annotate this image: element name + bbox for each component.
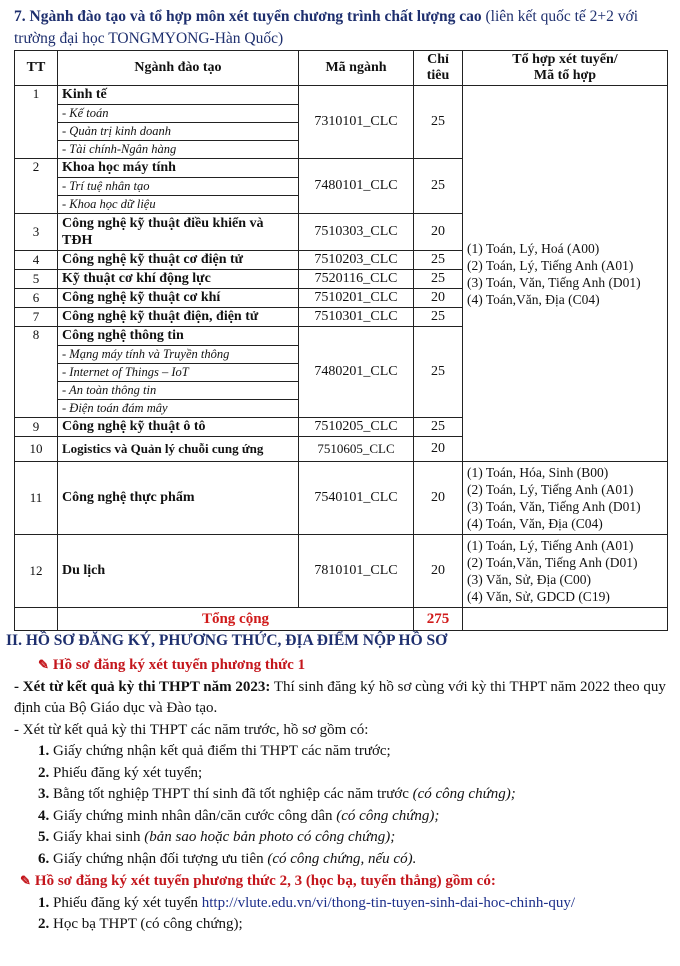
combo-line: (1) Toán, Hóa, Sinh (B00) bbox=[467, 465, 609, 480]
list-num: 6. bbox=[38, 850, 50, 867]
combo-line: (3) Toán, Văn, Tiếng Anh (D01) bbox=[467, 499, 641, 514]
row-tt: 1 bbox=[15, 86, 58, 159]
row-tt: 11 bbox=[15, 462, 58, 535]
row-sub: - Trí tuệ nhân tạo bbox=[58, 177, 298, 195]
list-num: 2. bbox=[38, 764, 50, 781]
row-code: 7510303_CLC bbox=[299, 214, 414, 251]
list-item bbox=[14, 914, 669, 936]
list-num: 3. bbox=[38, 786, 50, 802]
combo-line: (3) Toán, Văn, Tiếng Anh (D01) bbox=[467, 274, 641, 290]
combo-line: (1) Toán, Lý, Hoá (A00) bbox=[467, 240, 600, 256]
subheading-method-1 bbox=[14, 654, 669, 677]
paragraph-2023 bbox=[14, 677, 669, 720]
section-2-body bbox=[14, 654, 669, 936]
header-name: Ngành đào tạo bbox=[58, 51, 299, 86]
row-quota: 20 bbox=[414, 289, 463, 308]
header-code: Mã ngành bbox=[299, 51, 414, 86]
row-tt: 4 bbox=[15, 251, 58, 270]
row-name: Công nghệ kỹ thuật ô tô bbox=[58, 418, 299, 437]
section-7-heading-normal: (liên kết quốc tế 2+2 với trường đại học TONGMYONG-Hàn Quốc) bbox=[14, 8, 639, 47]
row-name: Công nghệ thực phẩm bbox=[58, 462, 299, 535]
row-quota: 20 bbox=[414, 535, 463, 608]
list-text: Giấy khai sinh bbox=[49, 829, 145, 845]
row-quota: 25 bbox=[414, 251, 463, 270]
header-combo bbox=[463, 51, 668, 86]
list-num: 1. bbox=[38, 894, 50, 911]
list-text: Phiếu đăng ký xét tuyển; bbox=[49, 764, 203, 781]
row-name: Công nghệ kỹ thuật điều khiển và TĐH bbox=[58, 214, 299, 251]
combo-line: (1) Toán, Lý, Tiếng Anh (A01) bbox=[467, 538, 634, 553]
row-tt: 6 bbox=[15, 289, 58, 308]
row-name-cell bbox=[58, 86, 299, 159]
subheading-method-2-3-text: Hồ sơ đăng ký xét tuyển phương thức 2, 3 (học bạ, tuyển thẳng) gồm có: bbox=[34, 873, 496, 889]
row-code: 7510203_CLC bbox=[299, 251, 414, 270]
header-quota bbox=[414, 51, 463, 86]
row-code: 7310101_CLC bbox=[299, 86, 414, 159]
row-sub: - An toàn thông tin bbox=[58, 381, 298, 399]
total-value: 275 bbox=[414, 608, 463, 631]
row-tt: 10 bbox=[15, 437, 58, 462]
combo-line: (4) Toán,Văn, Địa (C04) bbox=[467, 291, 600, 307]
row-name: Logistics và Quản lý chuỗi cung ứng bbox=[58, 437, 299, 462]
table-header-row bbox=[15, 51, 668, 86]
list-num: 4. bbox=[38, 807, 50, 824]
row-sub: - Internet of Things – IoT bbox=[58, 363, 298, 381]
row-name: Kỹ thuật cơ khí động lực bbox=[58, 270, 299, 289]
row-name: Du lịch bbox=[58, 535, 299, 608]
list-note: (bản sao hoặc bản photo có công chứng); bbox=[144, 829, 396, 845]
list-item bbox=[14, 784, 669, 806]
list-note: (có công chứng, nếu có). bbox=[267, 850, 417, 867]
combo-line: (2) Toán, Lý, Tiếng Anh (A01) bbox=[467, 482, 634, 497]
combo-group-1 bbox=[463, 86, 668, 462]
total-label: Tổng cộng bbox=[58, 608, 414, 631]
combo-group-2 bbox=[463, 462, 668, 535]
list-note: (có công chứng); bbox=[412, 786, 516, 802]
list-text: Giấy chứng nhận kết quả điểm thi THPT các năm trước; bbox=[49, 743, 391, 759]
list-num: 5. bbox=[38, 829, 50, 845]
header-quota-2: tiêu bbox=[426, 68, 450, 83]
row-sub: - Điện toán đám mây bbox=[58, 399, 298, 417]
row-sub: - Khoa học dữ liệu bbox=[58, 195, 298, 213]
row-quota: 25 bbox=[414, 86, 463, 159]
subheading-method-2-3 bbox=[14, 870, 669, 893]
row-name-cell bbox=[58, 327, 299, 418]
total-row bbox=[15, 608, 668, 631]
table-row bbox=[15, 462, 668, 535]
row-tt: 12 bbox=[15, 535, 58, 608]
row-tt: 2 bbox=[15, 159, 58, 214]
row-sub: - Tài chính-Ngân hàng bbox=[58, 140, 298, 158]
programs-table bbox=[14, 50, 668, 631]
header-tt: TT bbox=[15, 51, 58, 86]
total-blank-combo bbox=[463, 608, 668, 631]
row-quota: 20 bbox=[414, 437, 463, 462]
list-num: 2. bbox=[38, 916, 50, 932]
row-quota: 20 bbox=[414, 214, 463, 251]
row-name: Công nghệ kỹ thuật điện, điện tử bbox=[58, 308, 299, 327]
combo-line: (2) Toán, Lý, Tiếng Anh (A01) bbox=[467, 257, 634, 273]
row-name: Công nghệ thông tin bbox=[62, 328, 184, 343]
combo-line: (4) Văn, Sử, GDCD (C19) bbox=[467, 589, 610, 604]
row-code: 7510605_CLC bbox=[299, 437, 414, 462]
row-name: Kinh tế bbox=[62, 87, 107, 102]
row-name: Công nghệ kỹ thuật cơ khí bbox=[58, 289, 299, 308]
section-2-title: II. HỒ SƠ ĐĂNG KÝ, PHƯƠNG THỨC, ĐỊA ĐIỂM NỘP HỒ SƠ bbox=[6, 632, 448, 649]
table-row bbox=[15, 86, 668, 159]
list-text: Học bạ THPT (có công chứng); bbox=[49, 916, 243, 932]
row-tt: 8 bbox=[15, 327, 58, 418]
row-code: 7510301_CLC bbox=[299, 308, 414, 327]
list-item bbox=[14, 741, 669, 763]
row-tt: 5 bbox=[15, 270, 58, 289]
row-code: 7810101_CLC bbox=[299, 535, 414, 608]
list-text: Phiếu đăng ký xét tuyển bbox=[49, 894, 202, 911]
total-blank bbox=[15, 608, 58, 631]
list-text: Giấy chứng nhận đối tượng ưu tiên bbox=[49, 850, 268, 867]
section-7-heading bbox=[14, 6, 674, 50]
combo-group-3 bbox=[463, 535, 668, 608]
row-quota: 25 bbox=[414, 270, 463, 289]
row-code: 7510205_CLC bbox=[299, 418, 414, 437]
row-quota: 20 bbox=[414, 462, 463, 535]
row-sub: - Mạng máy tính và Truyền thông bbox=[58, 345, 298, 363]
row-quota: 25 bbox=[414, 159, 463, 214]
list-text: Giấy chứng minh nhân dân/căn cước công dân bbox=[49, 807, 337, 824]
paragraph-2023-bold: - Xét từ kết quả kỳ thi THPT năm 2023: bbox=[14, 678, 271, 695]
header-combo-2: Mã tổ hợp bbox=[533, 68, 597, 83]
row-quota: 25 bbox=[414, 308, 463, 327]
subheading-method-1-text: Hồ sơ đăng ký xét tuyển phương thức 1 bbox=[52, 657, 306, 673]
header-combo-1: Tổ hợp xét tuyển/ bbox=[512, 52, 618, 67]
list-item bbox=[14, 827, 669, 849]
paragraph-2023-rest: Thí sinh đăng ký hồ sơ cùng với kỳ thi THPT năm 2022 theo quy định của Bộ Giáo dục và Đào tạo. bbox=[14, 678, 666, 716]
list-item bbox=[14, 763, 669, 785]
row-sub: - Kế toán bbox=[58, 104, 298, 122]
row-name: Khoa học máy tính bbox=[62, 160, 176, 175]
row-tt: 9 bbox=[15, 418, 58, 437]
row-code: 7480201_CLC bbox=[299, 327, 414, 418]
list-item bbox=[14, 806, 669, 828]
section-7-heading-bold: 7. Ngành đào tạo và tổ hợp môn xét tuyển chương trình chất lượng cao bbox=[14, 8, 482, 25]
pencil-arrow-icon: ✎ bbox=[20, 873, 31, 888]
row-tt: 7 bbox=[15, 308, 58, 327]
table-row bbox=[15, 535, 668, 608]
row-code: 7520116_CLC bbox=[299, 270, 414, 289]
row-code: 7510201_CLC bbox=[299, 289, 414, 308]
row-name-cell bbox=[58, 159, 299, 214]
list-note: (có công chứng); bbox=[336, 807, 440, 824]
list-item bbox=[14, 893, 669, 915]
pencil-arrow-icon: ✎ bbox=[38, 657, 49, 672]
combo-line: (2) Toán,Văn, Tiếng Anh (D01) bbox=[467, 555, 638, 570]
row-quota: 25 bbox=[414, 327, 463, 418]
paragraph-prior-years: - Xét từ kết quả kỳ thi THPT các năm trước, hồ sơ gồm có: bbox=[14, 721, 369, 738]
row-sub: - Quản trị kinh doanh bbox=[58, 122, 298, 140]
header-quota-1: Chỉ bbox=[427, 52, 449, 67]
row-code: 7480101_CLC bbox=[299, 159, 414, 214]
row-name: Công nghệ kỹ thuật cơ điện tử bbox=[58, 251, 299, 270]
combo-line: (3) Văn, Sử, Địa (C00) bbox=[467, 572, 592, 587]
list-item bbox=[14, 849, 669, 871]
registration-form-link[interactable]: http://vlute.edu.vn/vi/thong-tin-tuyen-sinh-dai-hoc-chinh-quy/ bbox=[201, 894, 575, 911]
row-code: 7540101_CLC bbox=[299, 462, 414, 535]
combo-line: (4) Toán, Văn, Địa (C04) bbox=[467, 516, 603, 531]
list-num: 1. bbox=[38, 743, 50, 759]
list-text: Bằng tốt nghiệp THPT thí sinh đã tốt nghiệp các năm trước bbox=[49, 786, 413, 802]
row-quota: 25 bbox=[414, 418, 463, 437]
row-tt: 3 bbox=[15, 214, 58, 251]
